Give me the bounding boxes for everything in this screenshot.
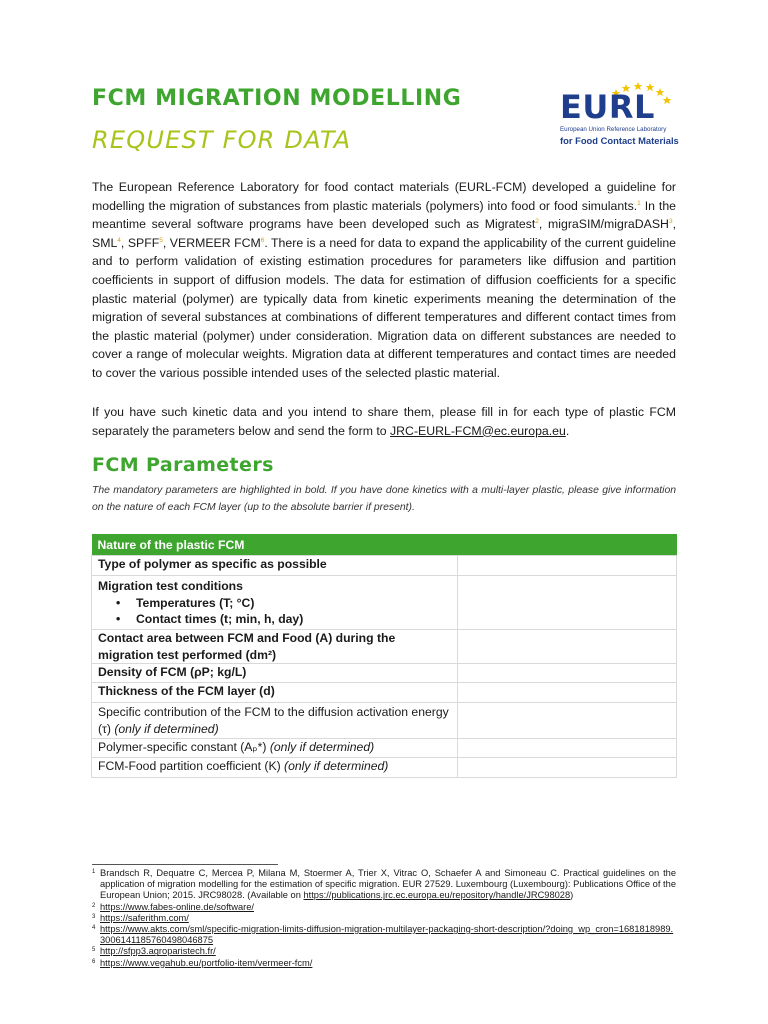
intro-text: , SPFF xyxy=(120,235,160,250)
footnote-text xyxy=(100,946,676,957)
param-qualifier: (only if determined) xyxy=(269,740,375,754)
email-link[interactable]: JRC-EURL-FCM@ec.europa.eu xyxy=(390,423,566,438)
param-text: Specific contribution of the FCM to the diffusion activation energy (τ) xyxy=(98,705,449,736)
param-label: Density of FCM (ρP; kg/L) xyxy=(92,664,458,683)
intro-text: , VERMEER FCM xyxy=(162,235,261,250)
param-label: Contact area between FCM and Food (A) during the migration test performed (dm²) xyxy=(92,630,458,664)
bullet-item xyxy=(98,595,451,612)
table-row xyxy=(92,576,677,630)
footnote xyxy=(92,924,676,946)
footnote-text xyxy=(100,913,676,924)
footnote-number: 3 xyxy=(92,913,96,920)
table-header: Nature of the plastic FCM xyxy=(92,534,677,556)
footnote-body: ) xyxy=(570,890,574,901)
param-qualifier: (only if determined) xyxy=(114,721,219,736)
param-value-cell[interactable] xyxy=(458,703,677,739)
intro-text: , SML xyxy=(92,217,676,250)
footnote-text xyxy=(100,868,676,902)
bullet-item xyxy=(98,611,451,628)
page-subtitle: REQUEST FOR DATA xyxy=(92,126,352,154)
section-title: FCM Parameters xyxy=(92,454,274,476)
logo-line-2: for Food Contact Materials xyxy=(560,135,679,146)
footnote-ref[interactable]: 4 xyxy=(117,236,121,244)
footnotes xyxy=(92,868,676,969)
logo-wordmark: EURL xyxy=(560,88,655,126)
param-label: Thickness of the FCM layer (d) xyxy=(92,683,458,703)
footnote-link[interactable]: https://publications.jrc.ec.europa.eu/repository/handle/JRC98028 xyxy=(303,890,571,901)
footnote-body: Brandsch R, Dequatre C, Mercea P, Milana M, Stoermer A, Trier X, Vitrac O, Schaefer A and Simoneau C. Practical guidelines on the application of migration modelling for the estimation of specific migration. EUR 27529. Luxembourg (Luxembourg): Publications Office of the European Union; 2015. JRC98028. (Available on xyxy=(100,868,676,901)
parameters-table xyxy=(91,534,677,778)
table-row xyxy=(92,703,677,739)
footnote xyxy=(92,958,676,969)
param-value-cell[interactable] xyxy=(458,739,677,758)
footnote xyxy=(92,946,676,957)
param-value-cell[interactable] xyxy=(458,683,677,703)
page-title: FCM MIGRATION MODELLING xyxy=(92,86,462,111)
footnote-link[interactable]: https://saferithm.com/ xyxy=(100,912,189,923)
footnote-number: 4 xyxy=(92,925,96,932)
footnote-number: 6 xyxy=(92,958,96,965)
intro-text: . There is a need for data to expand the applicability of the current guideline and to perform validation of existing estimation procedures for parameters like diffusion and partition coefficients in support of diffusion models. The data for estimation of diffusion coefficients for a specific plastic material (polymer) are typically data from kinetic experiments meaning the determination of the migration of several substances at combinations of different temperatures and different contact times from the plastic material (polymer) under consideration. Migration data on different substances are needed to cover a range of molecular weights. Migration data at different temperatures and contact times are needed to cover the various possible intended uses of the selected plastic material. xyxy=(92,235,676,380)
param-value-cell[interactable] xyxy=(458,758,677,778)
intro-text: , migraSIM/migraDASH xyxy=(538,217,669,232)
footnote xyxy=(92,868,676,902)
footnote-ref[interactable]: 1 xyxy=(637,199,641,207)
footnote xyxy=(92,902,676,913)
param-label xyxy=(92,703,458,739)
table-row xyxy=(92,683,677,703)
eurl-logo xyxy=(556,80,686,152)
table-row xyxy=(92,758,677,778)
footnote-link[interactable]: https://www.fabes-online.de/software/ xyxy=(100,901,254,912)
param-value-cell[interactable] xyxy=(458,630,677,664)
footnote-number: 5 xyxy=(92,947,96,954)
request-text: If you have such kinetic data and you intend to share them, please fill in for each type of plastic FCM separately the parameters below and send the form to xyxy=(92,405,676,438)
table-row xyxy=(92,630,677,664)
footnote-link[interactable]: http://sfpp3.agroparistech.fr/ xyxy=(100,946,216,957)
param-label xyxy=(92,758,458,778)
request-text: . xyxy=(565,423,570,438)
param-label-title: Migration test conditions xyxy=(98,579,243,593)
footnote-ref[interactable]: 2 xyxy=(535,218,539,226)
table-row xyxy=(92,556,677,576)
footnote-text xyxy=(100,902,676,913)
table-row xyxy=(92,739,677,758)
footnote-ref[interactable]: 5 xyxy=(159,236,163,244)
param-qualifier: (only if determined) xyxy=(284,759,389,773)
footnote-text xyxy=(100,924,676,946)
bullet-icon: • xyxy=(116,595,121,610)
footnote-text xyxy=(100,958,676,969)
footnote-ref[interactable]: 6 xyxy=(260,236,265,244)
footnote-ref[interactable]: 3 xyxy=(668,218,673,226)
param-value-cell[interactable] xyxy=(458,576,677,630)
param-label xyxy=(92,739,458,758)
bullet-text: Contact times (t; min, h, day) xyxy=(136,612,304,626)
footnote-separator xyxy=(92,864,278,865)
param-value-cell[interactable] xyxy=(458,664,677,683)
table-header-row xyxy=(92,534,677,556)
footnote-number: 2 xyxy=(92,902,96,909)
intro-paragraph xyxy=(92,178,676,383)
param-text: FCM-Food partition coefficient (K) xyxy=(98,759,285,773)
footnote-number: 1 xyxy=(92,869,96,875)
param-label xyxy=(92,576,458,630)
bullet-text: Temperatures (T; °C) xyxy=(136,595,255,610)
param-label: Type of polymer as specific as possible xyxy=(92,556,458,576)
bullet-icon: • xyxy=(116,612,121,626)
intro-text: The European Reference Laboratory for food contact materials (EURL-FCM) developed a guideline for modelling the migration of substances from plastic materials (polymers) into food or food simulants. xyxy=(92,180,676,213)
section-note: The mandatory parameters are highlighted in bold. If you have done kinetics with a multi-layer plastic, please give information on the nature of each FCM layer (up to the absolute barrier if present). xyxy=(92,485,676,513)
footnote xyxy=(92,913,676,924)
logo-line-1: European Union Reference Laboratory xyxy=(560,126,667,133)
param-value-cell[interactable] xyxy=(458,556,677,576)
param-text: Polymer-specific constant (Aₚ*) xyxy=(98,740,270,754)
footnote-link[interactable]: https://www.akts.com/sml/specific-migration-limits-diffusion-migration-multilayer-packaging-short-description/?doing_wp_cron=1681818989.3006141185760498046875 xyxy=(100,924,674,946)
intro-text: In the meantime several software programs have been developed such as Migratest xyxy=(92,198,676,232)
request-paragraph xyxy=(92,403,676,440)
table-row xyxy=(92,664,677,683)
footnote-link[interactable]: https://www.vegahub.eu/portfolio-item/vermeer-fcm/ xyxy=(100,957,313,968)
